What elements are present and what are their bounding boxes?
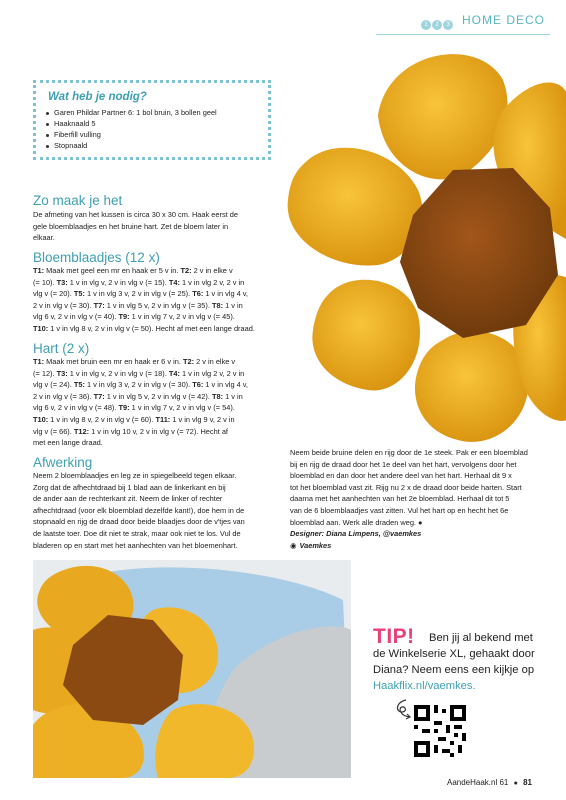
page-dot: 2 <box>432 20 442 30</box>
instagram-credit: ◉ Vaemkes <box>290 540 332 550</box>
tip-text: Ben jij al bekend met <box>429 632 533 644</box>
section-heading: Hart (2 x) <box>33 341 90 356</box>
petal <box>415 331 528 442</box>
intro-text: De afmeting van het kussen is circa 30 x 30 cm. Haak eerst de gele bloemblaadjes en het bruine hart. Zet de bloem later in elkaar. <box>33 210 238 243</box>
tip-text: Diana? Neem eens een kijkje op <box>373 664 535 676</box>
bullet-icon <box>46 134 49 137</box>
petal <box>378 54 507 179</box>
header-divider <box>376 34 550 35</box>
page-number: 81 <box>523 778 532 787</box>
list-item: Garen Phildar Partner 6: 1 bol bruin, 3 bollen geel <box>46 108 217 117</box>
bullet-icon <box>46 145 49 148</box>
materials-title: Wat heb je nodig? <box>48 91 147 103</box>
bullet-icon <box>46 123 49 126</box>
petal <box>288 148 423 266</box>
petal <box>312 280 420 391</box>
separator-dot: ● <box>513 780 518 787</box>
curly-arrow-icon <box>392 698 414 720</box>
finish-instructions-continued: Neem beide bruine delen en rijg door de 1e steek. Pak er een bloemblad bij en rijg de draad door het 1e deel van het hart, vervolgens door het bloemblad en dan door het andere deel van het hart. Herhaal dit 9 x tot het bloemblad vast zit. Rijg nu 2 x de draad door beide harten. Start daarna met het aanhechten van het 2e bloemblad. Herhaal dit tot 5 van de 6 bloemblaadjes vast zitten. Vul het hart op en hecht het 6e bloemblad aan. Werk alle draden weg. ● Designer: Diana Limpens, @vaemkes ◉ Vaemkes <box>290 447 552 551</box>
page-footer <box>447 778 532 787</box>
bullet-icon <box>46 112 49 115</box>
flower-cushion-photo <box>278 40 566 452</box>
magazine-name: AandeHaak.nl 61 <box>447 778 509 787</box>
section-title: HOME DECO <box>462 13 546 27</box>
section-heading: Afwerking <box>33 455 93 470</box>
tip-text: de Winkelserie XL, gehaakt door <box>373 648 535 660</box>
list-item: Fiberfill vulling <box>46 130 101 139</box>
flower-cushion-detail-photo <box>33 560 351 778</box>
petals-instructions: T1: Maak met geel een mr en haak er 5 v in. T2: 2 v in elke v (= 10). T3: 1 v in vlg v, 2 v in vlg v (= 15). T4: 1 v in vlg 2 v, 2 v in vlg v (= 20). T5: 1 v in vlg 3 v, 2 v in vlg v (= 25). T6: 1 v in vlg 4 v, 2 v in vlg v (= 30). T7: 1 v in vlg 5 v, 2 v in vlg v (= 35). T8: 1 v in vlg 6 v, 2 v in vlg v (= 40). T9: 1 v in vlg 7 v, 2 v in vlg v (= 45). T10: 1 v in vlg 8 v, 2 v in vlg v (= 50). Hecht af met een lange draad. <box>33 266 255 333</box>
instagram-icon: ◉ <box>290 540 297 550</box>
qr-code[interactable] <box>414 705 466 757</box>
section-heading: Zo maak je het <box>33 193 123 208</box>
list-item: Haaknaald 5 <box>46 119 96 128</box>
heart-instructions: T1: Maak met bruin een mr en haak er 6 v in. T2: 2 v in elke v (= 12). T3: 1 v in vlg v, 2 v in vlg v (= 18). T4: 1 v in vlg 2 v, 2 v in vlg v (= 24). T5: 1 v in vlg 3 v, 2 v in vlg v (= 30). T6: 1 v in vlg 4 v, 2 v in vlg v (= 36). T7: 1 v in vlg 5 v, 2 v in vlg v (= 42). T8: 1 v in vlg 6 v, 2 v in vlg v (= 48). T9: 1 v in vlg 7 v, 2 v in vlg v (= 54). T10: 1 v in vlg 8 v, 2 v in vlg v (= 60). T11: 1 v in vlg 9 v, 2 v in vlg v (= 66). T12: 1 v in vlg 10 v, 2 v in vlg v (= 72). Hecht af met een lange draad. <box>33 357 248 448</box>
section-heading: Bloemblaadjes (12 x) <box>33 250 160 265</box>
list-item: Stopnaald <box>46 141 87 150</box>
tip-label: TIP! <box>373 625 415 648</box>
tip-link[interactable]: Haakflix.nl/vaemkes. <box>373 680 476 692</box>
page-dot: 3 <box>443 20 453 30</box>
page-indicator <box>421 13 454 31</box>
page-dot: 1 <box>421 20 431 30</box>
finish-instructions: Neem 2 bloemblaadjes en leg ze in spiegelbeeld tegen elkaar. Zorg dat de afhechtdraad bij 1 blad aan de linkerkant en bij de ander aan de rechterkant zit. Neem de linker of rechter afhechtdraad (voor elk bloemblad dezelfde kant!), doe hem in de stopnaald en rijg de draad door beide blaadjes door de v'tjes van de laatste toer. Doe dit niet te strak, maar ook niet te los. Vul de bladeren op en start met het aanhechten van het bloemenhart. <box>33 471 245 550</box>
designer-credit: Designer: Diana Limpens, @vaemkes <box>290 529 422 539</box>
